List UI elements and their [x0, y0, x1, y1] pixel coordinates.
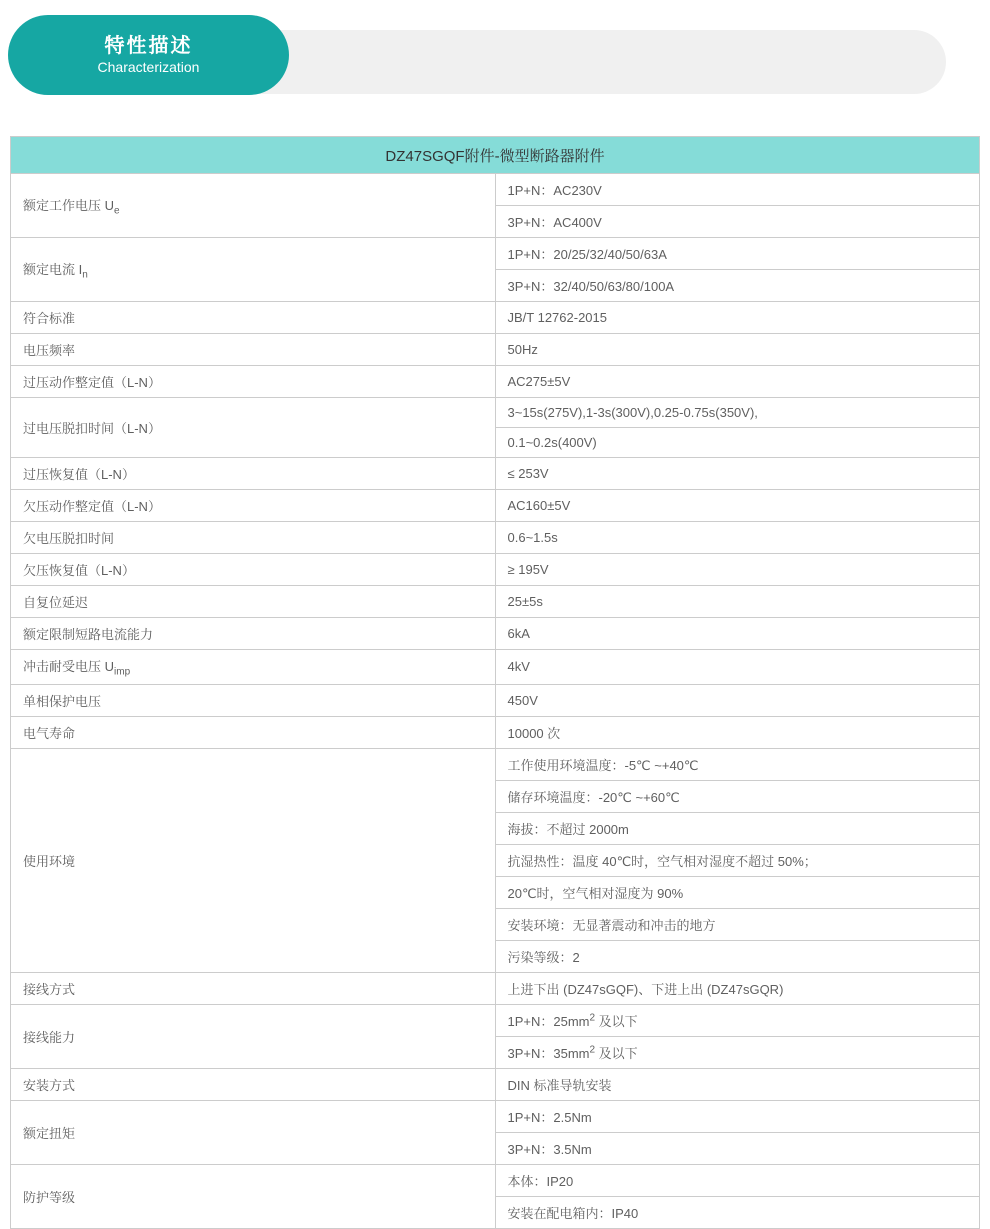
spec-value: 海拔：不超过 2000m — [495, 812, 980, 844]
spec-value: 10000 次 — [495, 716, 980, 748]
table-row — [11, 1004, 980, 1036]
badge-title-cn: 特性描述 — [104, 35, 193, 58]
table-row — [11, 458, 980, 490]
spec-value: 1P+N：2.5Nm — [495, 1100, 980, 1132]
table-row — [11, 684, 980, 716]
spec-value: 0.1~0.2s(400V) — [495, 428, 980, 458]
spec-label: 使用环境 — [11, 748, 496, 972]
table-row — [11, 1100, 980, 1132]
spec-label: 欠电压脱扣时间 — [11, 522, 496, 554]
spec-label: 电压频率 — [11, 334, 496, 366]
spec-value: AC275±5V — [495, 366, 980, 398]
spec-value: 50Hz — [495, 334, 980, 366]
spec-value: 3P+N：32/40/50/63/80/100A — [495, 270, 980, 302]
table-row — [11, 748, 980, 780]
spec-label: 过电压脱扣时间（L-N） — [11, 398, 496, 458]
spec-value: 1P+N：AC230V — [495, 174, 980, 206]
spec-label: 过压恢复值（L-N） — [11, 458, 496, 490]
table-row — [11, 302, 980, 334]
table-row — [11, 366, 980, 398]
table-row — [11, 238, 980, 270]
spec-value: 抗湿热性：温度 40℃时，空气相对湿度不超过 50%； — [495, 844, 980, 876]
spec-value: JB/T 12762-2015 — [495, 302, 980, 334]
spec-value: 1P+N：20/25/32/40/50/63A — [495, 238, 980, 270]
table-row — [11, 554, 980, 586]
spec-label: 接线能力 — [11, 1004, 496, 1068]
table-row — [11, 334, 980, 366]
spec-label: 防护等级 — [11, 1164, 496, 1228]
spec-value: 安装在配电箱内：IP40 — [495, 1196, 980, 1228]
table-row — [11, 716, 980, 748]
spec-value: DIN 标准导轨安装 — [495, 1068, 980, 1100]
spec-value: 1P+N：$25mm^2$ 及以下 — [495, 1004, 980, 1036]
spec-label: 安装方式 — [11, 1068, 496, 1100]
spec-table — [10, 136, 980, 1229]
value-superscript: 2 — [589, 1012, 596, 1024]
spec-value: 安装环境：无显著震动和冲击的地方 — [495, 908, 980, 940]
badge-title-en: Characterization — [97, 59, 200, 76]
table-row — [11, 972, 980, 1004]
spec-value: 450V — [495, 684, 980, 716]
spec-label: 电气寿命 — [11, 716, 496, 748]
spec-value: 污染等级：2 — [495, 940, 980, 972]
spec-value: ≤ 253V — [495, 458, 980, 490]
spec-value: 上进下出 (DZ47sGQF)、下进上出 (DZ47sGQR) — [495, 972, 980, 1004]
spec-label: 符合标准 — [11, 302, 496, 334]
table-row — [11, 618, 980, 650]
spec-value: 20℃时，空气相对湿度为 90% — [495, 876, 980, 908]
table-row — [11, 398, 980, 428]
table-row — [11, 490, 980, 522]
table-row — [11, 650, 980, 685]
value-superscript: 2 — [589, 1044, 596, 1056]
spec-label: 额定电流 $I_n$ — [11, 238, 496, 302]
label-subscript: imp — [114, 666, 131, 678]
spec-value: 工作使用环境温度：-5℃ ~+40℃ — [495, 748, 980, 780]
spec-value: 4kV — [495, 650, 980, 685]
characterization-badge — [8, 15, 289, 95]
spec-label: 单相保护电压 — [11, 684, 496, 716]
spec-value: 3~15s(275V),1-3s(300V),0.25-0.75s(350V), — [495, 398, 980, 428]
spec-label: 额定限制短路电流能力 — [11, 618, 496, 650]
spec-value: 本体：IP20 — [495, 1164, 980, 1196]
spec-value: 6kA — [495, 618, 980, 650]
spec-label: 接线方式 — [11, 972, 496, 1004]
spec-value: AC160±5V — [495, 490, 980, 522]
spec-value: 25±5s — [495, 586, 980, 618]
spec-label: 额定工作电压 $U_e$ — [11, 174, 496, 238]
spec-label: 额定扭矩 — [11, 1100, 496, 1164]
spec-value: 3P+N：$35mm^2$ 及以下 — [495, 1036, 980, 1068]
table-row — [11, 1068, 980, 1100]
spec-label: 自复位延迟 — [11, 586, 496, 618]
spec-value: 3P+N：AC400V — [495, 206, 980, 238]
table-row — [11, 174, 980, 206]
spec-value: 0.6~1.5s — [495, 522, 980, 554]
label-subscript: n — [82, 269, 88, 281]
page-header — [0, 0, 990, 112]
spec-value: ≥ 195V — [495, 554, 980, 586]
table-row — [11, 522, 980, 554]
spec-label: 欠压动作整定值（L-N） — [11, 490, 496, 522]
table-row — [11, 586, 980, 618]
spec-value: 储存环境温度：-20℃ ~+60℃ — [495, 780, 980, 812]
spec-label: 过压动作整定值（L-N） — [11, 366, 496, 398]
spec-value: 3P+N：3.5Nm — [495, 1132, 980, 1164]
label-subscript: e — [114, 205, 120, 217]
spec-label: 欠压恢复值（L-N） — [11, 554, 496, 586]
table-title: DZ47SGQF附件-微型断路器附件 — [11, 137, 980, 174]
spec-label: 冲击耐受电压 $U_{imp}$ — [11, 650, 496, 685]
